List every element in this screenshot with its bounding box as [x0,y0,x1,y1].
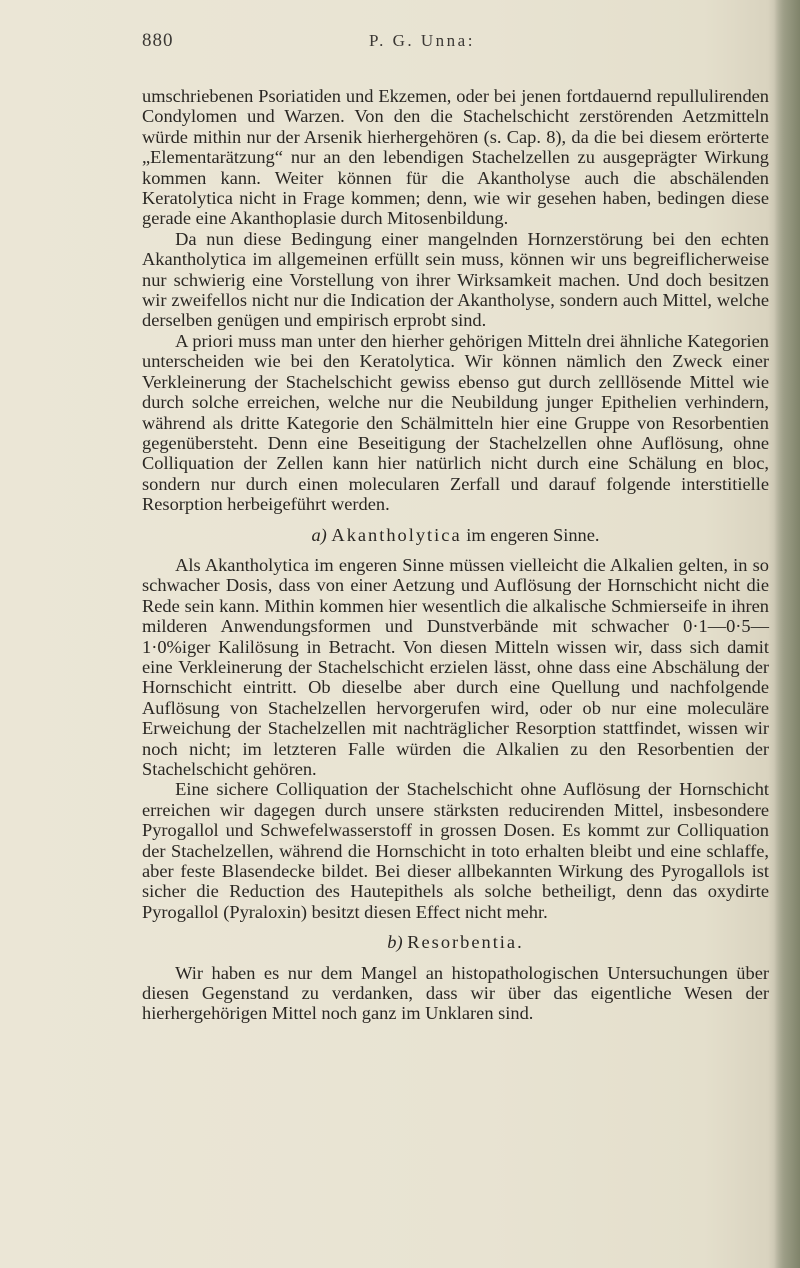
section-heading-b-label: b) [387,932,403,953]
running-head [142,30,702,56]
section-heading-a-rest: im engeren Sinne. [466,524,600,545]
section-heading-b-title: Resorbentia. [407,932,524,953]
running-head-author: P. G. Unna: [369,31,475,50]
paragraph-2: Da nun diese Bedingung einer mangelnden Hornzerstörung bei den echten Akantholytica im allgemeinen erfüllt sein muss, können wir uns begreiflicherweise nur schwierig eine Vorstellung von ihrer Wirksamkeit machen. Und doch besitzen wir zweifellos nicht nur die Indication der Akantholyse, sondern auch Mittel, welche derselben genügen und empirisch erprobt sind. [142,228,769,331]
paragraph-4: Als Akantholytica im engeren Sinne müssen vielleicht die Alkalien gelten, in so schwacher Dosis, dass von einer Aetzung und Auflösung der Hornschicht nicht die Rede sein kann. Mithin kommen hier wesentlich die alkalische Schmierseife in ihren milderen Anwendungsformen und Dunstverbände mit schwacher 0·1—0·5—1·0%iger Kalilösung in Betracht. Von diesen Mitteln wissen wir, dass sich damit eine Verkleinerung der Stachelschicht erzielen lässt, ohne dass eine Abschälung der Hornschicht eintritt. Ob dieselbe aber durch eine Quellung und nachfolgende Auflösung von Stachelzellen hervorgerufen wird, oder ob nur eine moleculäre Erweichung der Stachelzellen mit nachträglicher Resorption stattfindet, wissen wir noch nicht; im letzteren Falle würden die Alkalien zu den Resorbentien der Stachelschicht gehören. [142,554,769,779]
section-heading-a-title: Akantholytica [331,524,462,545]
paragraph-3: A priori muss man unter den hierher gehörigen Mitteln drei ähnliche Kategorien unterscheiden wie bei den Keratolytica. Wir können nämlich den Zweck einer Verkleinerung der Stachelschicht gewiss ebenso gut durch zelllösende Mittel wie durch solche erreichen, welche nur die Neubildung junger Epithelien verhindern, während als dritte Kategorie den Schälmitteln hier eine Gruppe von Resorbentien gegenübersteht. Denn eine Beseitigung der Stachelzellen ohne Auflösung, ohne Colliquation der Zellen kann hier natürlich nicht durch eine Schälung en bloc, sondern nur durch einen molecularen Zerfall und darauf folgende interstitielle Resorption herbeigeführt werden. [142,330,769,515]
binding-edge [774,0,800,1268]
section-heading-b [142,932,769,952]
paragraph-6: Wir haben es nur dem Mangel an histopathologischen Untersuchungen über diesen Gegenstand zu verdanken, dass wir über das eigentliche Wesen der hierhergehörigen Mittel noch ganz im Unklaren sind. [142,962,769,1024]
page-number: 880 [142,30,174,51]
section-heading-a [142,525,769,545]
paragraph-5: Eine sichere Colliquation der Stachelschicht ohne Auflösung der Hornschicht erreichen wir dagegen durch unsere stärksten reducirenden Mittel, insbesondere Pyrogallol und Schwefelwasserstoff in grossen Dosen. Es kommt zur Colliquation der Stachelzellen, während die Hornschicht in toto erhalten bleibt und eine schlaffe, aber feste Blasendecke bildet. Bei dieser allbekannten Wirkung des Pyrogallols ist sicher die Reduction des Hautepithels als solche betheiligt, denn das oxydirte Pyrogallol (Pyraloxin) besitzt diesen Effect nicht mehr. [142,779,769,922]
body-text [142,86,769,1024]
paragraph-1: umschriebenen Psoriatiden und Ekzemen, oder bei jenen fortdauernd repullulirenden Condylomen und Warzen. Von den die Stachelschicht zerstörenden Aetzmitteln würde mithin nur der Arsenik hierhergehören (s. Cap. 8), da die bei diesem erörterte „Elementarätzung“ nur an den lebendigen Stachelzellen zu ausgeprägter Wirkung kommen kann. Weiter können für die Akantholyse auch die abschälenden Keratolytica nicht in Frage kommen; denn, wie wir gesehen haben, bedingen diese gerade eine Akanthoplasie durch Mitosenbildung. [142,86,769,229]
section-heading-a-label: a) [311,524,327,545]
